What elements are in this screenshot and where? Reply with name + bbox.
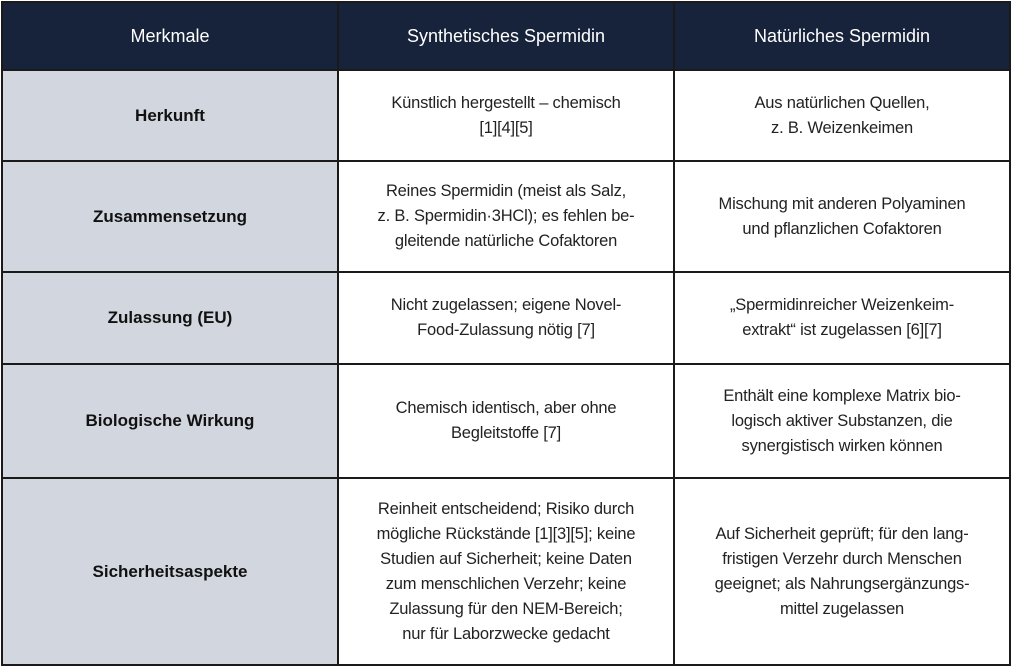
synthetic-cell: Nicht zugelassen; eigene Novel- Food-Zulassung nötig [7]	[338, 272, 674, 364]
natural-cell: Aus natürlichen Quellen, z. B. Weizenkeimen	[674, 70, 1010, 161]
natural-cell: Auf Sicherheit geprüft; für den lang- fristigen Verzehr durch Menschen geeignet; als Nahrungsergänzungs- mittel zugelassen	[674, 478, 1010, 665]
natural-cell: Mischung mit anderen Polyaminen und pflanzlichen Cofaktoren	[674, 161, 1010, 272]
natural-cell: Enthält eine komplexe Matrix bio- logisch aktiver Substanzen, die synergistisch wirken können	[674, 364, 1010, 478]
header-row	[2, 2, 1010, 70]
feature-cell: Biologische Wirkung	[2, 364, 338, 478]
feature-cell: Zusammensetzung	[2, 161, 338, 272]
synthetic-cell: Chemisch identisch, aber ohne Begleitstoffe [7]	[338, 364, 674, 478]
natural-cell: „Spermidinreicher Weizenkeim- extrakt“ ist zugelassen [6][7]	[674, 272, 1010, 364]
header-natural: Natürliches Spermidin	[674, 2, 1010, 70]
table-row-biological-effect	[2, 364, 1010, 478]
table-row-composition	[2, 161, 1010, 272]
table-row-approval	[2, 272, 1010, 364]
synthetic-cell: Reinheit entscheidend; Risiko durch mögliche Rückstände [1][3][5]; keine Studien auf Sicherheit; keine Daten zum menschlichen Verzehr; keine Zulassung für den NEM-Bereich; nur für Laborzwecke gedacht	[338, 478, 674, 665]
feature-cell: Sicherheitsaspekte	[2, 478, 338, 665]
table-row-origin	[2, 70, 1010, 161]
header-features: Merkmale	[2, 2, 338, 70]
comparison-table	[1, 1, 1011, 666]
header-synthetic: Synthetisches Spermidin	[338, 2, 674, 70]
synthetic-cell: Künstlich hergestellt – chemisch [1][4][5]	[338, 70, 674, 161]
table-row-safety	[2, 478, 1010, 665]
feature-cell: Herkunft	[2, 70, 338, 161]
synthetic-cell: Reines Spermidin (meist als Salz, z. B. Spermidin·3HCl); es fehlen be- gleitende natürliche Cofaktoren	[338, 161, 674, 272]
feature-cell: Zulassung (EU)	[2, 272, 338, 364]
